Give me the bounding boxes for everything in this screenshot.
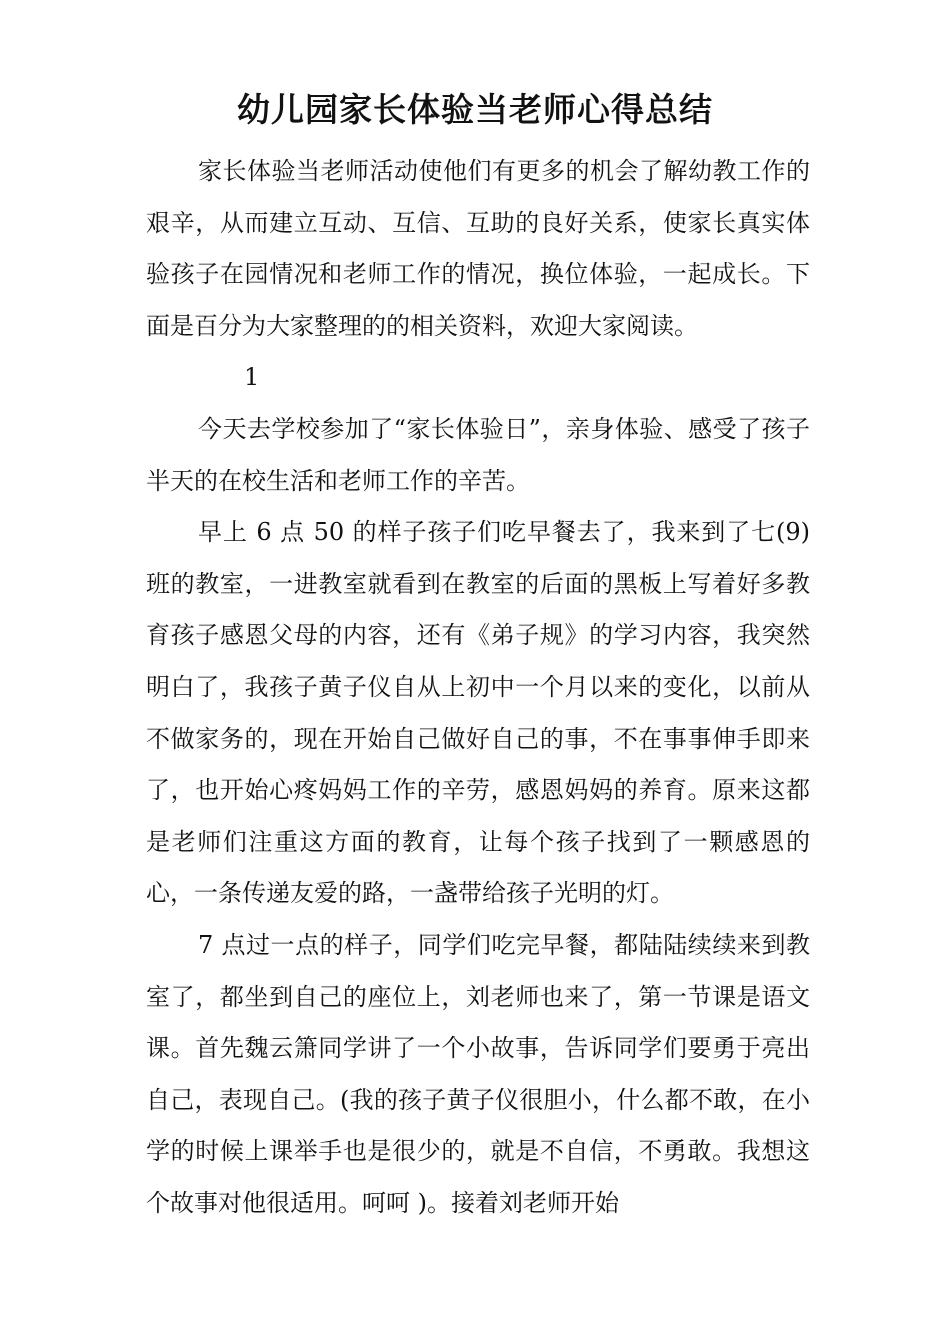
document-title: 幼儿园家长体验当老师心得总结 (237, 90, 713, 129)
body-paragraph-2: 早上 6 点 50 的样子孩子们吃早餐去了，我来到了七(9)班的教室，一进教室就看到在教室的后面的黑板上写着好多教育孩子感恩父母的内容，还有《弟子规》的学习内容，我突然明白了，我孩子黄子仪自从上初中一个月以来的变化，以前从不做家务的，现在开始自己做好自己的事，不在事事伸手即来了，也开始心疼妈妈工作的辛劳，感恩妈妈的养育。原来这都是老师们注重这方面的教育，让每个孩子找到了一颗感恩的心，一条传递友爱的路，一盏带给孩子光明的灯。 (146, 518, 810, 908)
section-number: 1 (244, 363, 260, 392)
body-paragraph-3: 7 点过一点的样子，同学们吃完早餐，都陆陆续续来到教室了，都坐到自己的座位上，刘老师也来了，第一节课是语文课。首先魏云箫同学讲了一个小故事，告诉同学们要勇于亮出自己，表现自己。(我的孩子黄子仪很胆小，什么都不敢，在小学的时候上课举手也是很少的，就是不自信，不勇敢。我想这个故事对他很适用。呵呵 )。接着刘老师开始 (146, 930, 810, 1217)
intro-paragraph: 家长体验当老师活动使他们有更多的机会了解幼教工作的艰辛，从而建立互动、互信、互助的良好关系，使家长真实体验孩子在园情况和老师工作的情况，换位体验，一起成长。下面是百分为大家整理的的相关资料，欢迎大家阅读。 (146, 157, 810, 340)
body-paragraph-1: 今天去学校参加了“家长体验日”，亲身体验、感受了孩子半天的在校生活和老师工作的辛苦。 (146, 414, 810, 495)
document-body (146, 146, 810, 1229)
